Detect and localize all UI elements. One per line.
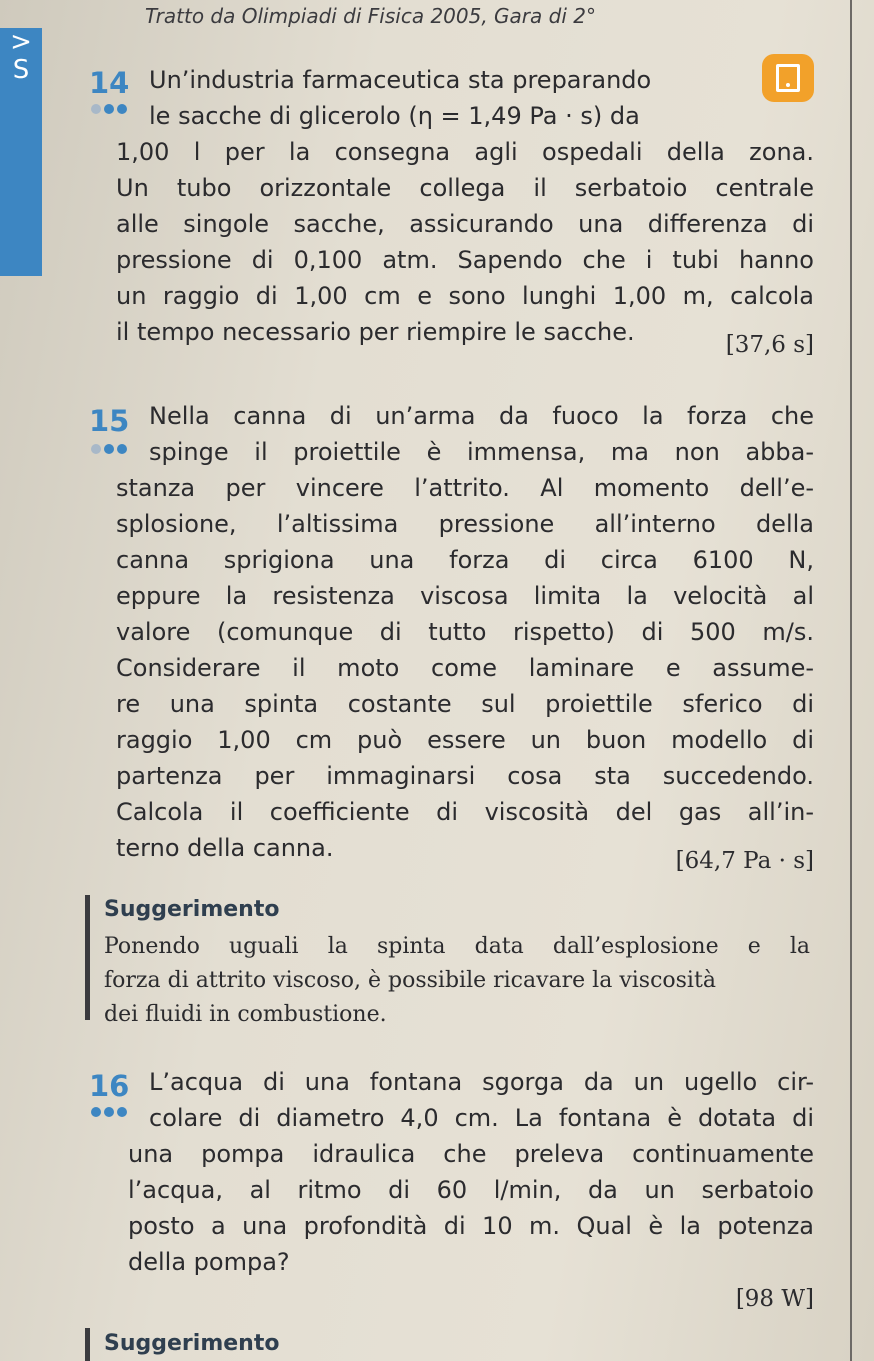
tablet-icon-screen bbox=[776, 64, 800, 92]
exercise-line: colare di diametro 4,0 cm. La fontana è dotata di bbox=[149, 1104, 814, 1132]
hint-line: forza di attrito viscoso, è possibile ricavare la viscosità bbox=[104, 968, 716, 993]
exercise-line: stanza per vincere l’attrito. Al momento dell’e- bbox=[116, 474, 814, 502]
exercise-line: Un tubo orizzontale collega il serbatoio centrale bbox=[116, 174, 814, 202]
exercise-line: un raggio di 1,00 cm e sono lunghi 1,00 m, calcola bbox=[116, 282, 814, 310]
exercise-line: l’acqua, al ritmo di 60 l/min, da un serbatoio bbox=[128, 1176, 814, 1204]
exercise-line: Calcola il coefficiente di viscosità del gas all’in- bbox=[116, 798, 814, 826]
source-attribution: Tratto da Olimpiadi di Fisica 2005, Gara di 2° bbox=[145, 4, 596, 28]
exercise-answer: [37,6 s] bbox=[725, 332, 814, 358]
hint-bar bbox=[85, 1328, 90, 1361]
exercise-line: terno della canna. bbox=[116, 834, 334, 862]
chapter-side-tab bbox=[0, 28, 42, 276]
tablet-icon[interactable] bbox=[762, 54, 814, 102]
exercise-line: partenza per immaginarsi cosa sta succedendo. bbox=[116, 762, 814, 790]
difficulty-dot bbox=[104, 444, 114, 454]
difficulty-dot bbox=[104, 104, 114, 114]
hint-title: Suggerimento bbox=[104, 1331, 280, 1356]
tab-glyph-bottom: S bbox=[12, 55, 30, 85]
exercise-line: della pompa? bbox=[128, 1248, 290, 1276]
exercise-line: Nella canna di un’arma da fuoco la forza che bbox=[149, 402, 814, 430]
hint-bar bbox=[85, 895, 90, 1020]
exercise-line: raggio 1,00 cm può essere un buon modello di bbox=[116, 726, 814, 754]
exercise-number: 15 bbox=[89, 404, 130, 438]
difficulty-dot bbox=[117, 444, 127, 454]
exercise-line: Considerare il moto come laminare e assume- bbox=[116, 654, 814, 682]
exercise-line: eppure la resistenza viscosa limita la velocità al bbox=[116, 582, 814, 610]
exercise-answer: [64,7 Pa · s] bbox=[675, 848, 814, 874]
difficulty-dot bbox=[91, 444, 101, 454]
exercise-line: il tempo necessario per riempire le sacche. bbox=[116, 318, 635, 346]
hint-line: Ponendo uguali la spinta data dall’esplosione e la bbox=[104, 934, 810, 959]
difficulty-dots bbox=[91, 1107, 127, 1117]
exercise-line: L’acqua di una fontana sgorga da un ugello cir- bbox=[149, 1068, 814, 1096]
exercise-line: Un’industria farmaceutica sta preparando bbox=[149, 66, 652, 94]
exercise-number: 16 bbox=[89, 1069, 130, 1103]
exercise-line: spinge il proiettile è immensa, ma non abba- bbox=[149, 438, 814, 466]
tab-glyph-top: > bbox=[10, 27, 32, 57]
difficulty-dot bbox=[104, 1107, 114, 1117]
exercise-line: re una spinta costante sul proiettile sferico di bbox=[116, 690, 814, 718]
difficulty-dot bbox=[91, 104, 101, 114]
exercise-line: una pompa idraulica che preleva continuamente bbox=[128, 1140, 814, 1168]
exercise-line: alle singole sacche, assicurando una differenza di bbox=[116, 210, 814, 238]
exercise-answer: [98 W] bbox=[735, 1286, 814, 1312]
hint-title: Suggerimento bbox=[104, 897, 280, 922]
difficulty-dot bbox=[117, 1107, 127, 1117]
exercise-line: pressione di 0,100 atm. Sapendo che i tubi hanno bbox=[116, 246, 814, 274]
exercise-line: canna sprigiona una forza di circa 6100 N, bbox=[116, 546, 814, 574]
exercise-line: 1,00 l per la consegna agli ospedali della zona. bbox=[116, 138, 814, 166]
exercise-number: 14 bbox=[89, 66, 130, 100]
difficulty-dots bbox=[91, 104, 127, 114]
difficulty-dot bbox=[91, 1107, 101, 1117]
exercise-line: splosione, l’altissima pressione all’interno della bbox=[116, 510, 814, 538]
exercise-line: le sacche di glicerolo (η = 1,49 Pa · s) da bbox=[149, 102, 640, 130]
exercise-line: valore (comunque di tutto rispetto) di 500 m/s. bbox=[116, 618, 814, 646]
tab-glyph bbox=[0, 28, 42, 88]
hint-line: dei fluidi in combustione. bbox=[104, 1002, 387, 1027]
exercise-line: posto a una profondità di 10 m. Qual è la potenza bbox=[128, 1212, 814, 1240]
difficulty-dot bbox=[117, 104, 127, 114]
margin-rule bbox=[850, 0, 852, 1361]
difficulty-dots bbox=[91, 444, 127, 454]
